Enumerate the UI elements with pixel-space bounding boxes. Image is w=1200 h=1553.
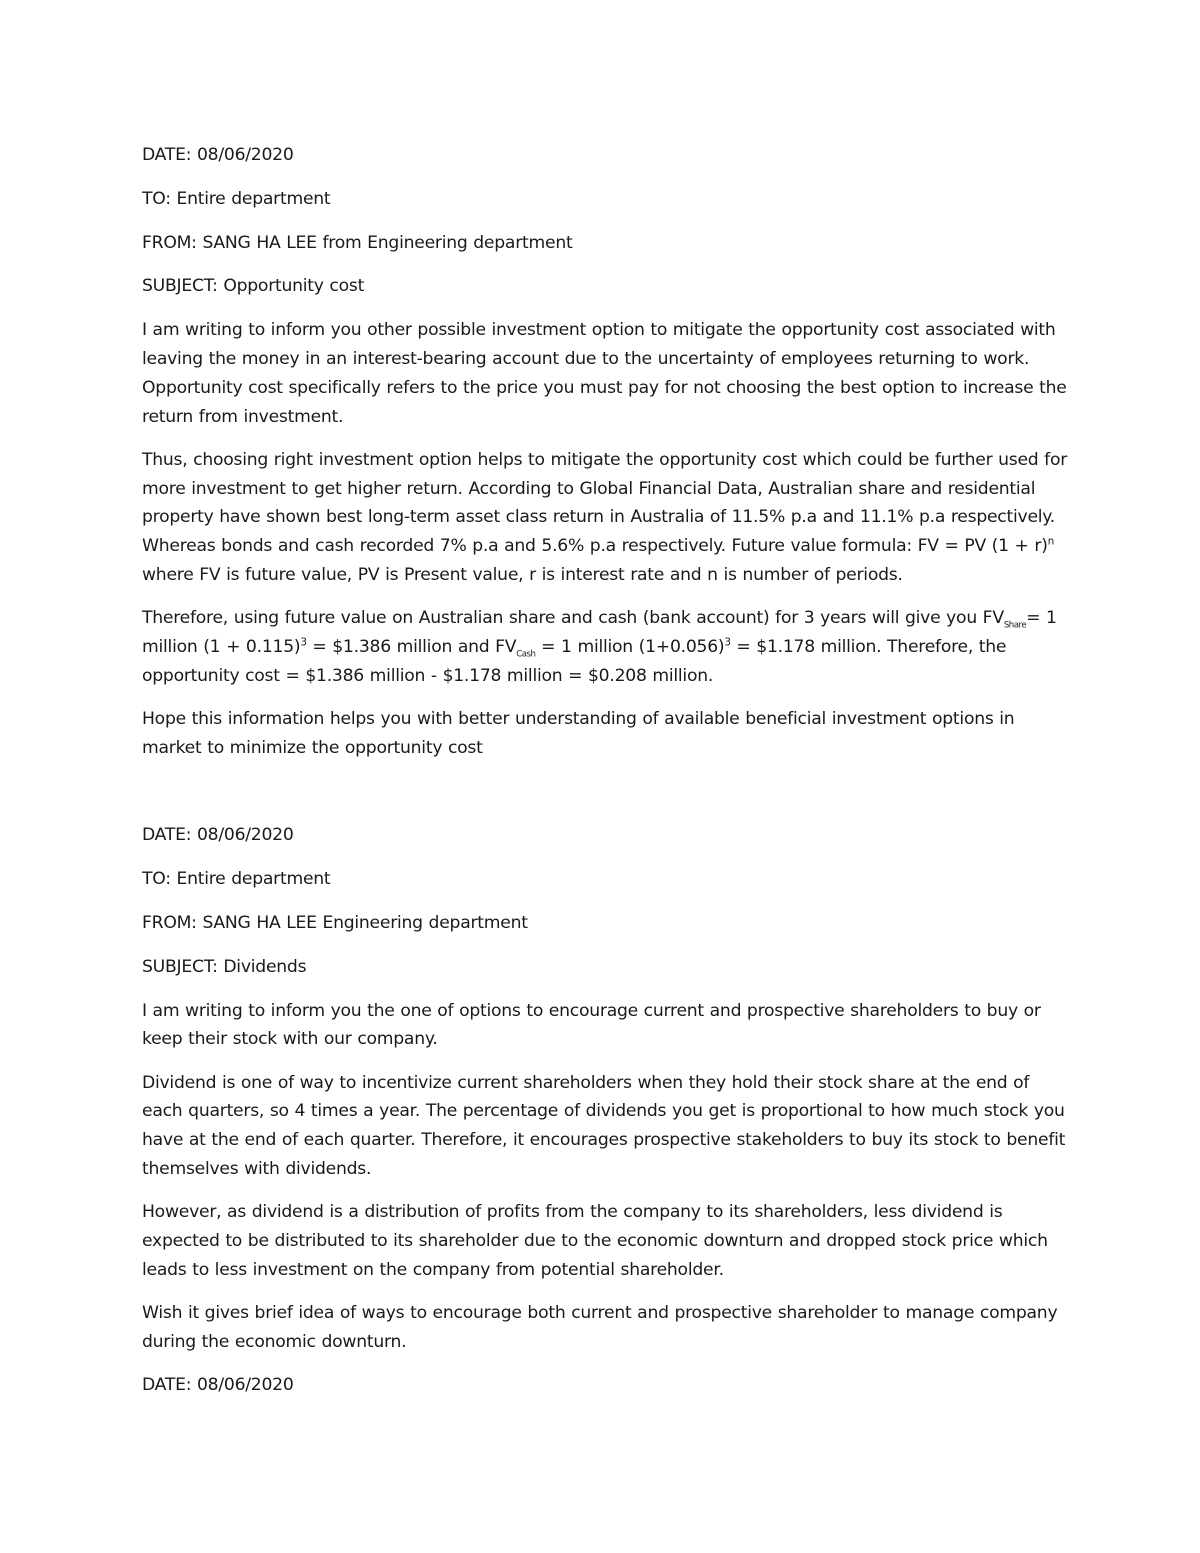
memo-date: DATE: 08/06/2020 bbox=[142, 1375, 294, 1396]
memo-date: DATE: 08/06/2020 bbox=[142, 825, 294, 846]
memo-dividends bbox=[142, 821, 1072, 1356]
memo-to: TO: Entire department bbox=[142, 869, 331, 890]
paragraph-text: Therefore, using future value on Australian share and cash (bank account) for 3 years will give you FV bbox=[142, 608, 1004, 629]
paragraph-text: = 1 million (1+0.056) bbox=[535, 637, 725, 658]
memo-from: FROM: SANG HA LEE Engineering department bbox=[142, 912, 528, 933]
memo-third bbox=[142, 1371, 1072, 1400]
paragraph-text: = $1.178 million. Therefore, the opportunity cost = $1.386 million - $1.178 million = $0.208 million. bbox=[142, 637, 1007, 686]
formula-exponent: 3 bbox=[300, 636, 307, 649]
paragraph-text: = $1.386 million and FV bbox=[306, 637, 517, 658]
memo-subject: SUBJECT: Dividends bbox=[142, 956, 307, 977]
memo-subject: SUBJECT: Opportunity cost bbox=[142, 276, 365, 297]
memo-from: FROM: SANG HA LEE from Engineering department bbox=[142, 232, 573, 253]
formula-exponent: n bbox=[1047, 535, 1054, 548]
paragraph-text: Thus, choosing right investment option helps to mitigate the opportunity cost which could be further used for more investment to get higher return. According to Global Financial Data, Australian share and residential property have shown best long-term asset class return in Australia of 11.5% p.a and 11.1% p.a respectively. Whereas bonds and cash recorded 7% p.a and 5.6% p.a respectively. Future value formula: FV = PV (1 + r) bbox=[142, 449, 1068, 557]
memo-date: DATE: 08/06/2020 bbox=[142, 145, 294, 165]
formula-exponent: 3 bbox=[724, 636, 731, 649]
memo-paragraph bbox=[142, 446, 1072, 590]
memo-separator bbox=[142, 777, 1072, 821]
memo-paragraph bbox=[142, 604, 1072, 690]
memo-paragraph: Wish it gives brief idea of ways to encourage both current and prospective shareholder to manage company during the economic downturn. bbox=[142, 1303, 1058, 1352]
paragraph-text: where FV is future value, PV is Present value, r is interest rate and n is number of periods. bbox=[142, 565, 903, 586]
document-body bbox=[142, 141, 1072, 1415]
memo-paragraph: I am writing to inform you the one of options to encourage current and prospective shareholders to buy or keep their stock with our company. bbox=[142, 1000, 1041, 1050]
memo-paragraph: However, as dividend is a distribution of profits from the company to its shareholders, less dividend is expected to be distributed to its shareholder due to the economic downturn and dropped stock price which leads to less investment on the company from potential shareholder. bbox=[142, 1202, 1048, 1280]
memo-paragraph: Dividend is one of way to incentivize current shareholders when they hold their stock share at the end of each quarters, so 4 times a year. The percentage of dividends you get is proportional to how much stock you have at the end of each quarter. Therefore, it encourages prospective stakeholders to buy its stock to benefit themselves with dividends. bbox=[142, 1072, 1066, 1180]
memo-to: TO: Entire department bbox=[142, 188, 331, 209]
formula-subscript: Share bbox=[1003, 620, 1027, 631]
paragraph-text: = 1 million (1 + 0.115) bbox=[142, 608, 1057, 658]
memo-paragraph: I am writing to inform you other possible investment option to mitigate the opportunity cost associated with leaving the money in an interest-bearing account due to the uncertainty of employees returning to work. Opportunity cost specifically refers to the price you must pay for not choosing the best option to increase the return from investment. bbox=[142, 320, 1067, 427]
memo-paragraph: Hope this information helps you with better understanding of available beneficial investment options in market to minimize the opportunity cost bbox=[142, 709, 1015, 759]
formula-subscript: Cash bbox=[516, 649, 536, 660]
memo-opportunity-cost bbox=[142, 141, 1072, 763]
